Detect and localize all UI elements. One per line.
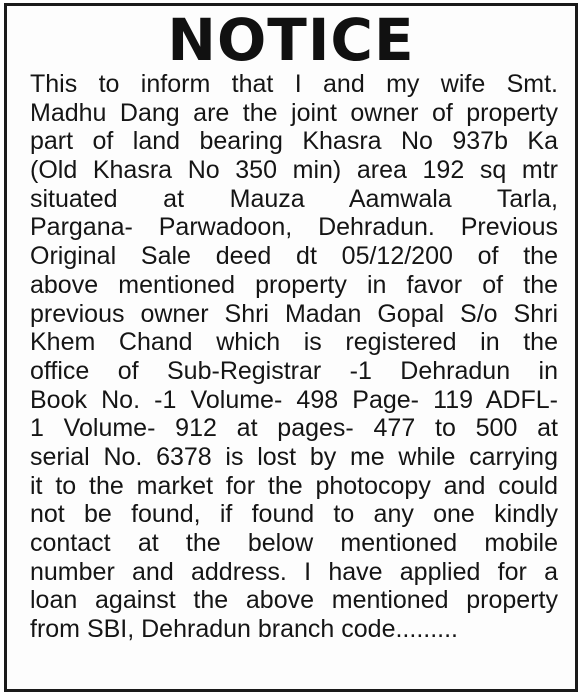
- notice-line: Book No. -1 Volume- 498 Page- 119 ADFL-: [30, 385, 558, 414]
- notice-line: Pargana- Parwadoon, Dehradun. Previous: [30, 213, 558, 242]
- notice-line: part of land bearing Khasra No 937b Ka: [30, 127, 558, 156]
- notice-line: Madhu Dang are the joint owner of property: [30, 98, 558, 127]
- notice-line: it to the market for the photocopy and could: [30, 471, 558, 500]
- notice-line: serial No. 6378 is lost by me while carrying: [30, 442, 558, 471]
- notice-line: (Old Khasra No 350 min) area 192 sq mtr: [30, 156, 558, 185]
- notice-line: not be found, if found to any one kindly: [30, 500, 558, 529]
- notice-line: loan against the above mentioned property: [30, 586, 558, 615]
- notice-box: [4, 3, 578, 692]
- notice-line: Original Sale deed dt 05/12/200 of the: [30, 242, 558, 271]
- notice-line: office of Sub-Registrar -1 Dehradun in: [30, 356, 558, 385]
- notice-line: Khem Chand which is registered in the: [30, 328, 558, 357]
- notice-line: situated at Mauza Aamwala Tarla,: [30, 184, 558, 213]
- notice-line: number and address. I have applied for a: [30, 557, 558, 586]
- notice-body: [30, 70, 558, 644]
- notice-line: from SBI, Dehradun branch code.........: [30, 615, 458, 644]
- notice-title: NOTICE: [167, 6, 415, 74]
- notice-line: above mentioned property in favor of the: [30, 270, 558, 299]
- notice-line: previous owner Shri Madan Gopal S/o Shri: [30, 299, 558, 328]
- notice-line: contact at the below mentioned mobile: [30, 529, 558, 557]
- notice-line: 1 Volume- 912 at pages- 477 to 500 at: [30, 414, 558, 443]
- notice-line: This to inform that I and my wife Smt.: [30, 70, 558, 98]
